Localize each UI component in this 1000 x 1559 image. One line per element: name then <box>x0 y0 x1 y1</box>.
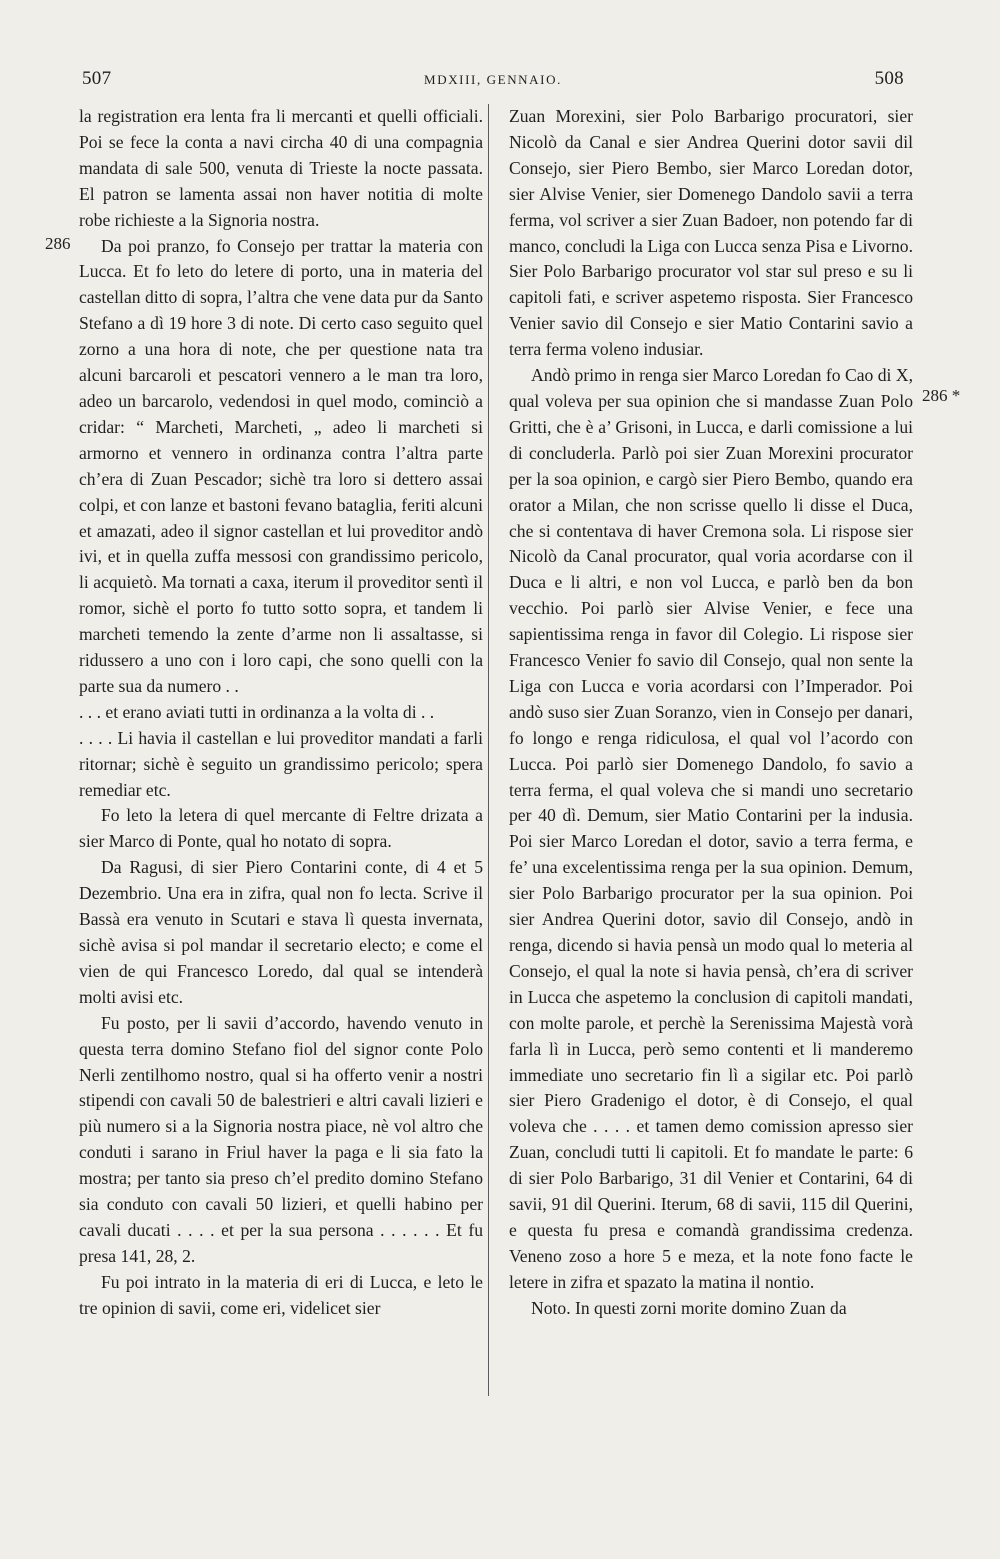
page-number-right: 508 <box>874 68 904 89</box>
paragraph: Zuan Morexini, sier Polo Barbarigo procuratori, sier Nicolò da Canal e sier Andrea Querini dotor savii dil Consejo, sier Piero Bembo, sier Marco Loredan dotor, sier Alvise Venier, sier Domenego Dandolo savii a terra ferma, vol scriver a sier Zuan Badoer, non potendo far di manco, concludi la Liga con Lucca senza Pisa e Livorno. Sier Polo Barbarigo procurator vol star sul preso e su li capitoli fati, e scriver aspetemo risposta. Sier Francesco Venier savio dil Consejo e sier Matio Contarini savio a terra ferma voleno indusiar. <box>509 106 913 360</box>
paragraph: Andò primo in renga sier Marco Loredan fo Cao di X, qual voleva per sua opinion che si mandasse Zuan Polo Gritti, che è a’ Grisoni, in Lucca, e darli comissione a lui di concluderla. Parlò poi sier Zuan Morexini procurator per la soa opinion, e cargò sier Piero Bembo, quando era orator a Milan, che non scrisse quello li disse el Duca, che si contentava di haver Cremona sola. Li rispose sier Nicolò da Canal procurator, qual voria acordarse con il Duca e li altri, e non vol Lucca, e parlò ben da bon vecchio. Poi parlò sier Alvise Venier, e fece una sapientissima renga in favor dil Colegio. Li rispose sier Francesco Venier fo savio dil Consejo, qual non sente la Liga con Lucca e voria acordarsi con l’Imperador. Poi andò suso sier Zuan Soranzo, vien in Consejo per danari, fo longo e renga ridiculosa, el qual vol l’acordo con Lucca. Poi parlò sier Domenego Dandolo, fo savio a terra ferma, el qual voleva che si mandi uno secretario per 40 dì. Demum, sier Matio Contarini per la indusia. Poi sier Marco Loredan el dotor, savio a terra ferma, e fe’ una excelentissima renga per la sua opinion. Demum, sier Polo Barbarigo procurator per la sua opinion. Poi sier Andrea Querini dotor, savio dil Consejo, andò in renga, dicendo si havia pensà un modo qual lo meteria al Consejo, el qual la note si havia pensà, ch’era di scriver in Lucca che aspetemo la conclusion di capitoli mandati, con molte parole, et perchè la Serenissima Majestà vorà farla lì in Lucca, però semo contenti et li manderemo immediate uno secretario fin lì a sigilar etc. Poi parlò sier Piero Gradenigo el dotor, è di Consejo, el qual voleva che . . . . et tamen demo comission apresso sier Zuan, concludi tutti li capitoli. Et fo mandate le parte: 6 di sier Polo Barbarigo, 31 dil Venier et Contarini, 64 di savii, 91 dil Querini. Iterum, 68 di savii, 115 dil Querini, e questa fu presa e comandà grandissima credenza. Veneno zoso a hore 5 e meza, et la note fono facte le letere in zifra et spazato la matina il nontio. <box>509 365 913 1292</box>
paragraph: Noto. In questi zorni morite domino Zuan da <box>531 1297 847 1318</box>
left-column <box>79 104 483 1322</box>
paragraph: la registration era lenta fra li mercanti et quelli officiali. Poi se fece la conta a navi circha 40 di una compagnia mandata di sale 500, venuta di Trieste la nocte passata. El patron se lamenta assai non haver notitia di molte robe richieste a la Signoria nostra. <box>79 106 483 230</box>
paragraph: . . . et erano aviati tutti in ordinanza a la volta di . . <box>79 701 435 722</box>
margin-note-right: 286 * <box>922 386 961 405</box>
right-column <box>509 104 913 1322</box>
paragraph: Da Ragusi, di sier Piero Contarini conte, di 4 et 5 Dezembrio. Una era in zifra, qual non fo lecta. Scrive il Bassà era venuto in Scutari e stava lì questa invernata, sichè avisa si pol mandar il secretario electo; e come el vien de qui Francesco Loredo, dal qual se intenderà molti avisi etc. <box>79 857 483 1007</box>
paragraph: Fu poi intrato in la materia di eri di Lucca, e leto le tre opinion di savii, come eri, videlicet sier <box>79 1271 483 1318</box>
paragraph: . . . . Li havia il castellan e lui proveditor mandati a farli ritornar; sichè è seguito un grandissimo pericolo; spera remediar etc. <box>79 727 483 800</box>
paragraph: Da poi pranzo, fo Consejo per trattar la materia con Lucca. Et fo leto do letere di porto, una in materia del castellan ditto di sopra, l’altra che vene data pur da Santo Stefano a dì 19 hore 3 di note. Di certo caso seguito quel zorno a una hora di note, che per questione nata tra alcuni barcaroli et pescatori vennero a le man tra loro, adeo un barcarolo, vedendosi in quel modo, cominciò a cridar: “ Marcheti, Marcheti, „ adeo li marcheti si armorno et vennero in ordinanza contra l’altra parte ch’era di Zuan Pescador; sichè tra loro si dettero assai colpi, et con lanze et bastoni fevano bataglia, feriti alcuni et amazati, adeo il signor castellan et lui proveditor andò ivi, et in quella zuffa messosi con grandissimo pericolo, li acquietò. Ma tornati a caxa, iterum il proveditor sentì il romor, sichè el porto fo tutto sotto sopra, et tandem li marcheti temendo la zente d’arme non li assaltasse, si ridussero a uno con i loro capi, che sono quelli con la parte sua da numero . . <box>79 235 483 696</box>
paragraph: Fu posto, per li savii d’accordo, havendo venuto in questa terra domino Stefano fiol del signor conte Polo Nerli zentilhomo nostro, qual si ha offerto venir a nostri stipendi con cavali 50 de balestrieri e altri cavali lizieri e più numero si a la Signoria nostra piace, nè vol altro che conduti i sarano in Friul haver la paga e li sia fato la mostra; per tanto sia preso ch’el predito domino Stefano sia conduto con cavali 50 lizieri, et quelli habino per cavali ducati . . . . et per la sua persona . . . . . . Et fu presa 141, 28, 2. <box>79 1012 483 1266</box>
margin-note-left: 286 <box>45 234 71 253</box>
paragraph: Fo leto la letera di quel mercante di Feltre drizata a sier Marco di Ponte, qual ho notato di sopra. <box>79 805 483 852</box>
page-header <box>82 68 904 90</box>
column-divider <box>488 104 489 1396</box>
running-title: MDXIII, GENNAIO. <box>424 72 562 87</box>
page-number-left: 507 <box>82 68 112 89</box>
